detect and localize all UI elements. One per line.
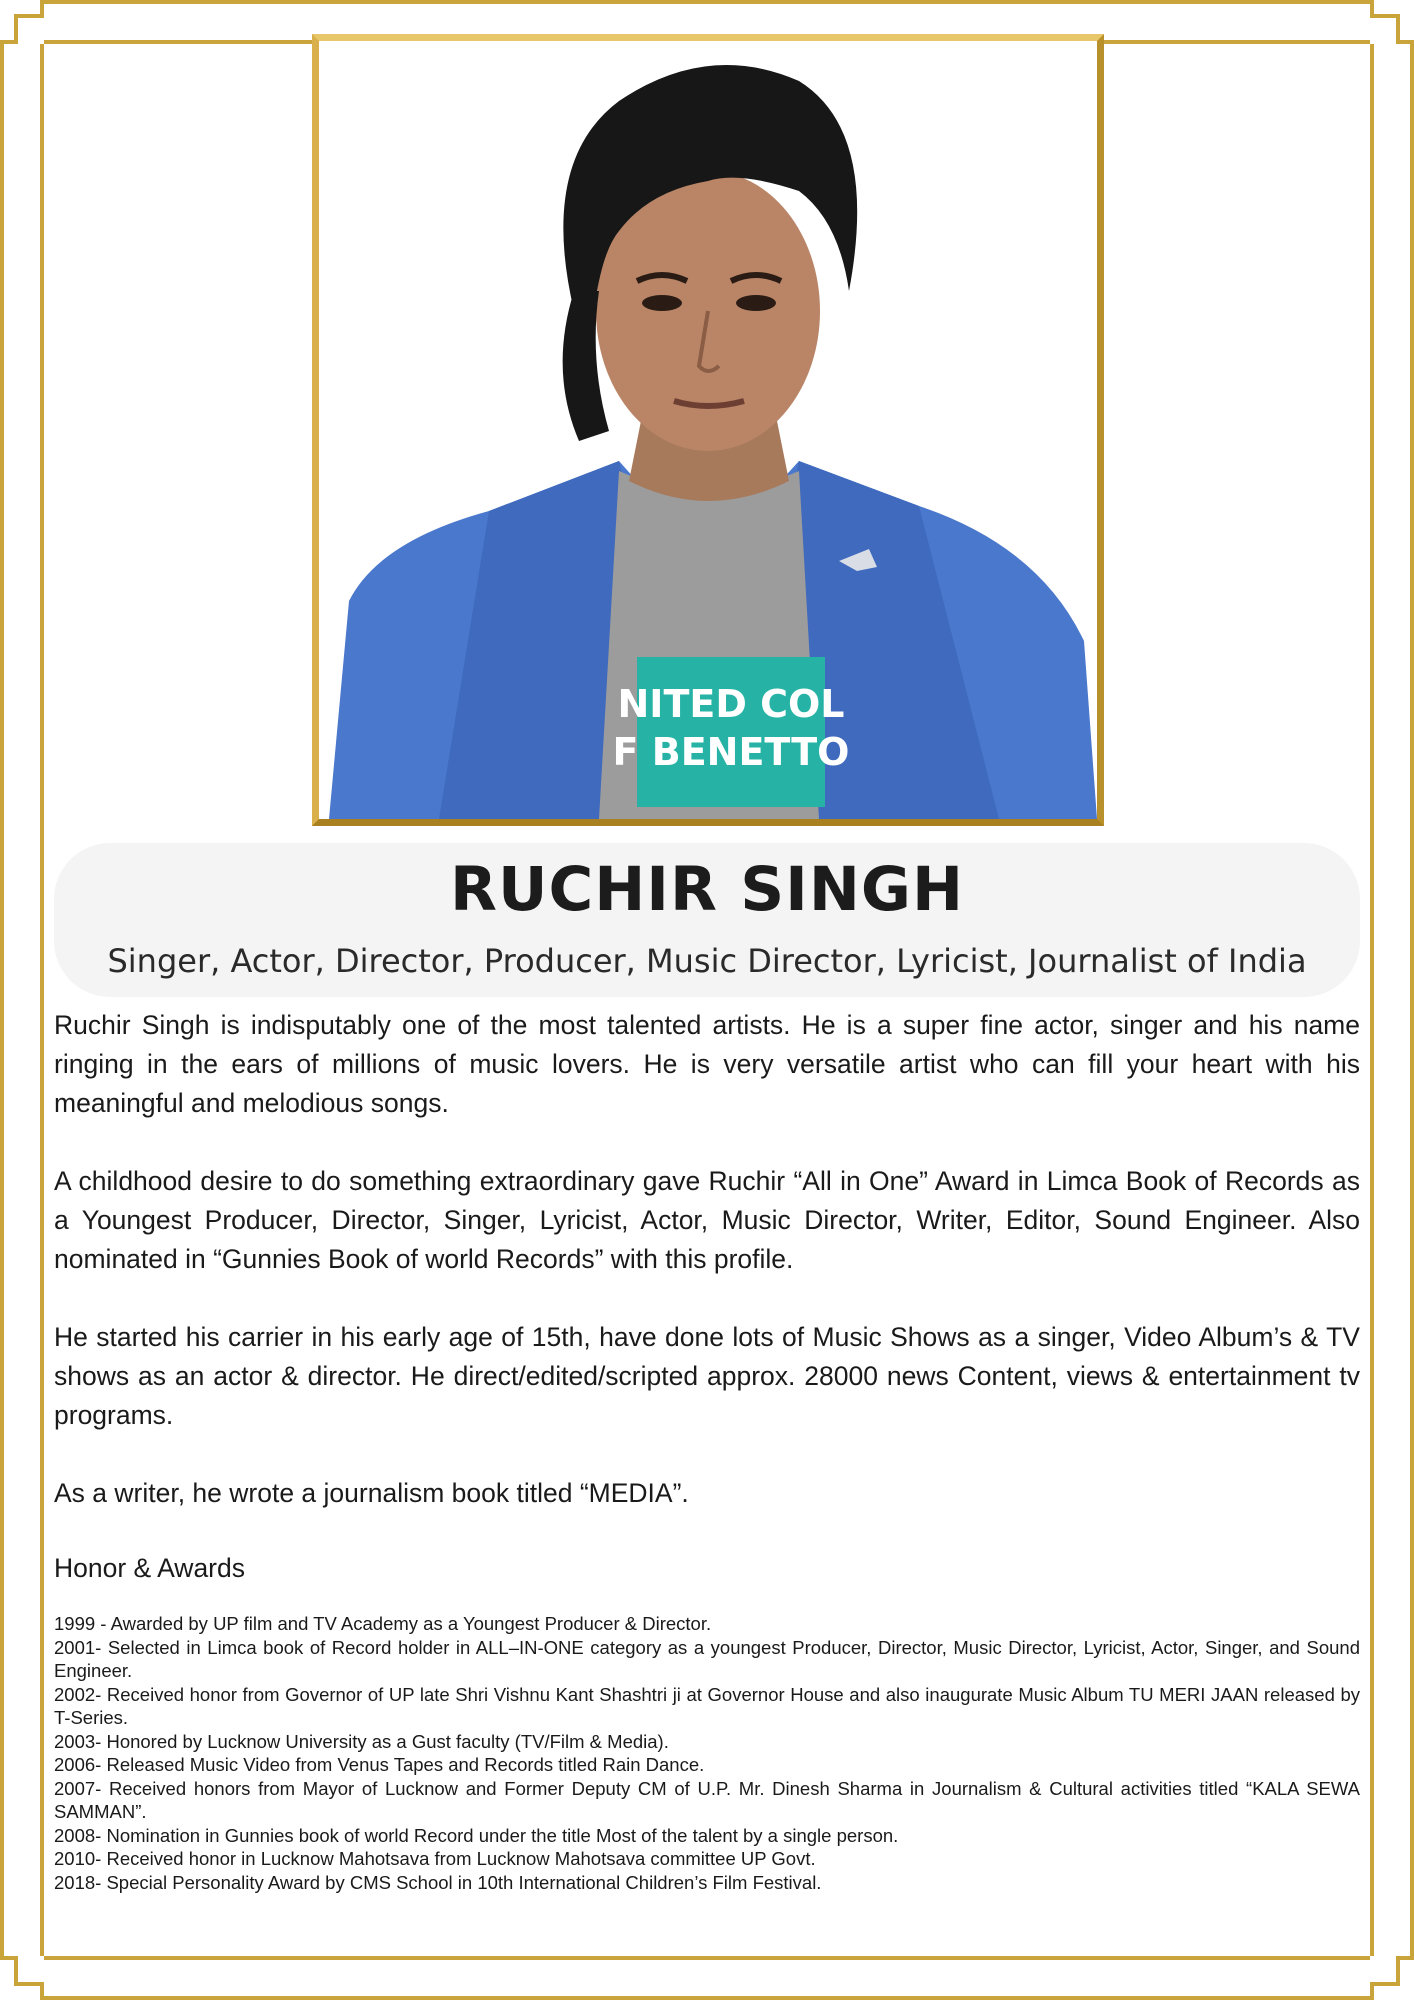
award-item: 2018- Special Personality Award by CMS School in 10th International Children’s Film Festival. — [54, 1871, 822, 1893]
award-item: 2006- Released Music Video from Venus Tapes and Records titled Rain Dance. — [54, 1754, 705, 1775]
bio-paragraph: Ruchir Singh is indisputably one of the most talented artists. He is a super fine actor, singer and his name ringing in the ears of millions of music lovers. He is very versatile artist who can fill your heart with his meaningful and melodious songs. — [54, 1010, 1360, 1118]
awards-heading: Honor & Awards — [54, 1553, 245, 1583]
person-name: RUCHIR SINGH — [449, 854, 965, 925]
portrait-illustration — [319, 41, 1097, 819]
award-item: 2008- Nomination in Gunnies book of world Record under the title Most of the talent by a single person. — [54, 1824, 899, 1846]
bio-paragraph: As a writer, he wrote a journalism book titled “MEDIA”. — [54, 1478, 689, 1508]
bio-paragraph: A childhood desire to do something extraordinary gave Ruchir “All in One” Award in Limca Book of Records as a Youngest Producer, Director, Singer, Lyricist, Actor, Music Director, Writer, Editor, Sound Engineer. Also nominated in “Gunnies Book of world Records” with this profile. — [54, 1166, 1360, 1274]
award-item: 2003- Honored by Lucknow University as a Gust faculty (TV/Film & Media). — [54, 1730, 669, 1752]
biography-section — [54, 1006, 1360, 1894]
corner-ornament-bottom-right — [1370, 1956, 1400, 1986]
award-item: 2007- Received honors from Mayor of Lucknow and Former Deputy CM of U.P. Mr. Dinesh Sharma in Journalism & Cultural activities titled “KALA SEWA SAMMAN”. — [54, 1777, 1360, 1822]
bio-paragraph: He started his carrier in his early age of 15th, have done lots of Music Shows as a singer, Video Album’s & TV shows as an actor & director. He direct/edited/scripted approx. 28000 news Content, views & entertainment tv programs. — [54, 1322, 1360, 1430]
portrait-photo — [312, 34, 1104, 826]
person-roles: Singer, Actor, Director, Producer, Music Director, Lyricist, Journalist of India — [107, 942, 1307, 980]
award-item: 2010- Received honor in Lucknow Mahotsava from Lucknow Mahotsava committee UP Govt. — [54, 1848, 816, 1869]
awards-list — [54, 1612, 1360, 1894]
corner-ornament-top-left — [14, 14, 44, 44]
corner-ornament-top-right — [1370, 14, 1400, 44]
shirt-print-line2: F BENETTO — [612, 730, 850, 774]
award-item: 2001- Selected in Limca book of Record holder in ALL–IN-ONE category as a youngest Producer, Director, Music Director, Lyricist, Actor, Singer, and Sound Engineer. — [54, 1636, 1360, 1681]
shirt-print-line1: NITED COL — [617, 682, 845, 726]
award-item: 2002- Received honor from Governor of UP late Shri Vishnu Kant Shashtri ji at Governor House and also inaugurate Music Album TU MERI JAAN released by T-Series. — [54, 1683, 1360, 1728]
award-item: 1999 - Awarded by UP film and TV Academy as a Youngest Producer & Director. — [54, 1613, 712, 1634]
corner-ornament-bottom-left — [14, 1956, 44, 1986]
